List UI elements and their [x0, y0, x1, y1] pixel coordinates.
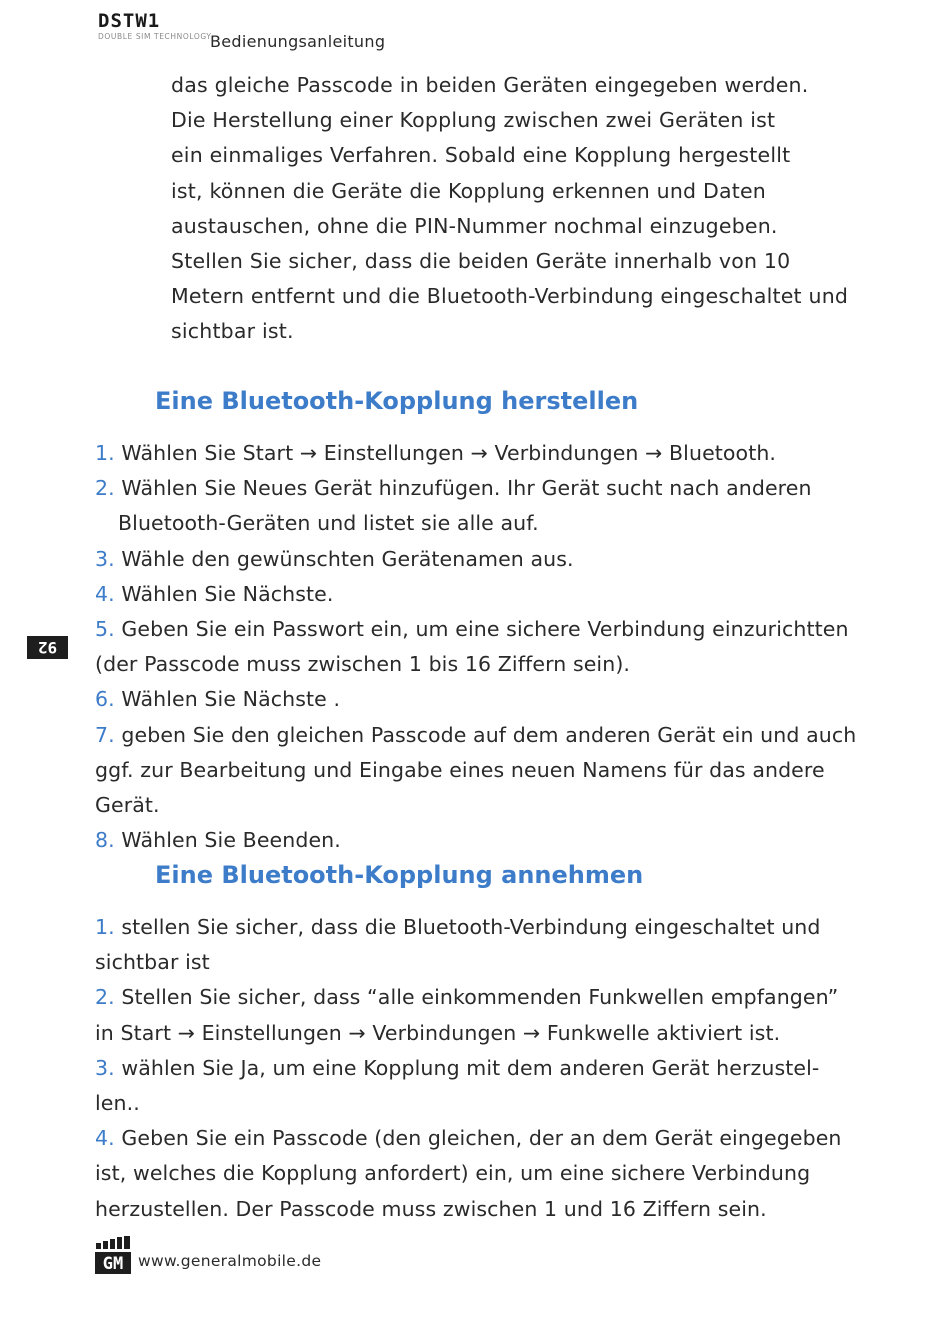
- page-number-badge: 92: [27, 636, 68, 659]
- list-line: [95, 718, 885, 753]
- steps-list-create: [95, 436, 885, 858]
- step-number: 4.: [95, 1126, 115, 1151]
- step-text: Gerät.: [95, 793, 160, 818]
- intro-paragraph: [171, 68, 871, 350]
- step-number: 1.: [95, 915, 115, 939]
- section-heading-pairing-accept: Eine Bluetooth-Kopplung annehmen: [155, 861, 644, 889]
- list-line: [95, 980, 885, 1015]
- steps-list-accept: [95, 910, 885, 1227]
- step-number: 1.: [95, 441, 115, 465]
- step-text: Wählen Sie Neues Gerät hinzufügen. Ihr Gerät sucht nach anderen: [114, 476, 812, 501]
- list-line: [95, 1121, 885, 1156]
- section-heading-pairing-create: Eine Bluetooth-Kopplung herstellen: [155, 387, 639, 415]
- step-text: len..: [95, 1091, 140, 1116]
- step-text: herzustellen. Der Passcode muss zwischen 1 und 16 Ziffern sein.: [95, 1196, 767, 1221]
- step-number: 6.: [95, 687, 115, 712]
- step-number: 3.: [95, 546, 115, 571]
- step-text: wählen Sie Ja, um eine Kopplung mit dem anderen Gerät herzustel-: [114, 1055, 820, 1080]
- list-line: [95, 1156, 885, 1191]
- list-line: [95, 910, 885, 945]
- list-line: [95, 1016, 885, 1051]
- header: [98, 10, 386, 51]
- list-line: [95, 788, 885, 823]
- intro-line: ein einmaliges Verfahren. Sobald eine Kopplung hergestellt: [171, 143, 791, 168]
- step-text: Bluetooth-Geräten und listet sie alle auf.: [118, 511, 539, 536]
- intro-line: das gleiche Passcode in beiden Geräten eingegeben werden.: [171, 73, 809, 97]
- list-line: [95, 577, 885, 612]
- general-mobile-logo: [95, 1236, 131, 1274]
- step-text: Wählen Sie Start → Einstellungen → Verbindungen → Bluetooth.: [114, 441, 777, 465]
- step-text: Geben Sie ein Passcode (den gleichen, der an dem Gerät eingegeben: [114, 1126, 842, 1151]
- list-line: [95, 753, 885, 788]
- list-line: [95, 542, 885, 577]
- list-line: [95, 647, 885, 682]
- step-number: 3.: [95, 1055, 115, 1080]
- step-number: 5.: [95, 617, 115, 642]
- step-text: stellen Sie sicher, dass die Bluetooth-Verbindung eingeschaltet und: [114, 915, 821, 939]
- gm-logo-text: GM: [102, 1254, 124, 1274]
- step-text: Geben Sie ein Passwort ein, um eine sichere Verbindung einzurichtten: [114, 617, 849, 642]
- list-line: [95, 682, 885, 717]
- step-text: geben Sie den gleichen Passcode auf dem anderen Gerät ein und auch: [114, 722, 857, 747]
- step-text: Wählen Sie Beenden.: [114, 828, 341, 853]
- step-text: sichtbar ist: [95, 950, 210, 975]
- step-number: 2.: [95, 985, 115, 1010]
- step-number: 2.: [95, 476, 115, 501]
- list-line: [95, 436, 885, 471]
- intro-line: sichtbar ist.: [171, 319, 294, 344]
- step-number: 7.: [95, 722, 115, 747]
- intro-line: Metern entfernt und die Bluetooth-Verbindung eingeschaltet und: [171, 284, 849, 309]
- list-line: [95, 1192, 885, 1227]
- list-line: [95, 1051, 885, 1086]
- list-line: [95, 1086, 885, 1121]
- step-text: ist, welches die Kopplung anfordert) ein, um eine sichere Verbindung: [95, 1161, 811, 1186]
- step-number: 8.: [95, 828, 115, 853]
- step-text: Wähle den gewünschten Gerätenamen aus.: [114, 546, 574, 571]
- document-title: Bedienungsanleitung: [210, 32, 386, 51]
- step-text: in Start → Einstellungen → Verbindungen → Funkwelle aktiviert ist.: [95, 1020, 781, 1045]
- intro-line: ist, können die Geräte die Kopplung erkennen und Daten: [171, 178, 766, 203]
- step-text: Wählen Sie Nächste.: [114, 581, 334, 606]
- step-text: Stellen Sie sicher, dass “alle einkommenden Funkwellen empfangen”: [114, 985, 839, 1010]
- step-number: 4.: [95, 581, 115, 606]
- list-line: [95, 945, 885, 980]
- logo-subtitle: DOUBLE SIM TECHNOLOGY: [98, 32, 212, 41]
- intro-line: austauschen, ohne die PIN-Nummer nochmal einzugeben.: [171, 213, 778, 238]
- step-text: ggf. zur Bearbeitung und Eingabe eines neuen Namens für das andere: [95, 757, 825, 782]
- intro-line: Stellen Sie sicher, dass die beiden Geräte innerhalb von 10: [171, 249, 791, 274]
- footer-website-link[interactable]: www.generalmobile.de: [138, 1252, 322, 1270]
- list-line: [95, 506, 885, 541]
- dstw1-logo: DSTW1: [98, 10, 161, 32]
- list-line: [95, 823, 885, 858]
- list-line: [95, 612, 885, 647]
- step-text: (der Passcode muss zwischen 1 bis 16 Ziffern sein).: [95, 652, 631, 677]
- list-line: [95, 471, 885, 506]
- step-text: Wählen Sie Nächste .: [114, 687, 341, 712]
- intro-line: Die Herstellung einer Kopplung zwischen zwei Geräten ist: [171, 108, 776, 133]
